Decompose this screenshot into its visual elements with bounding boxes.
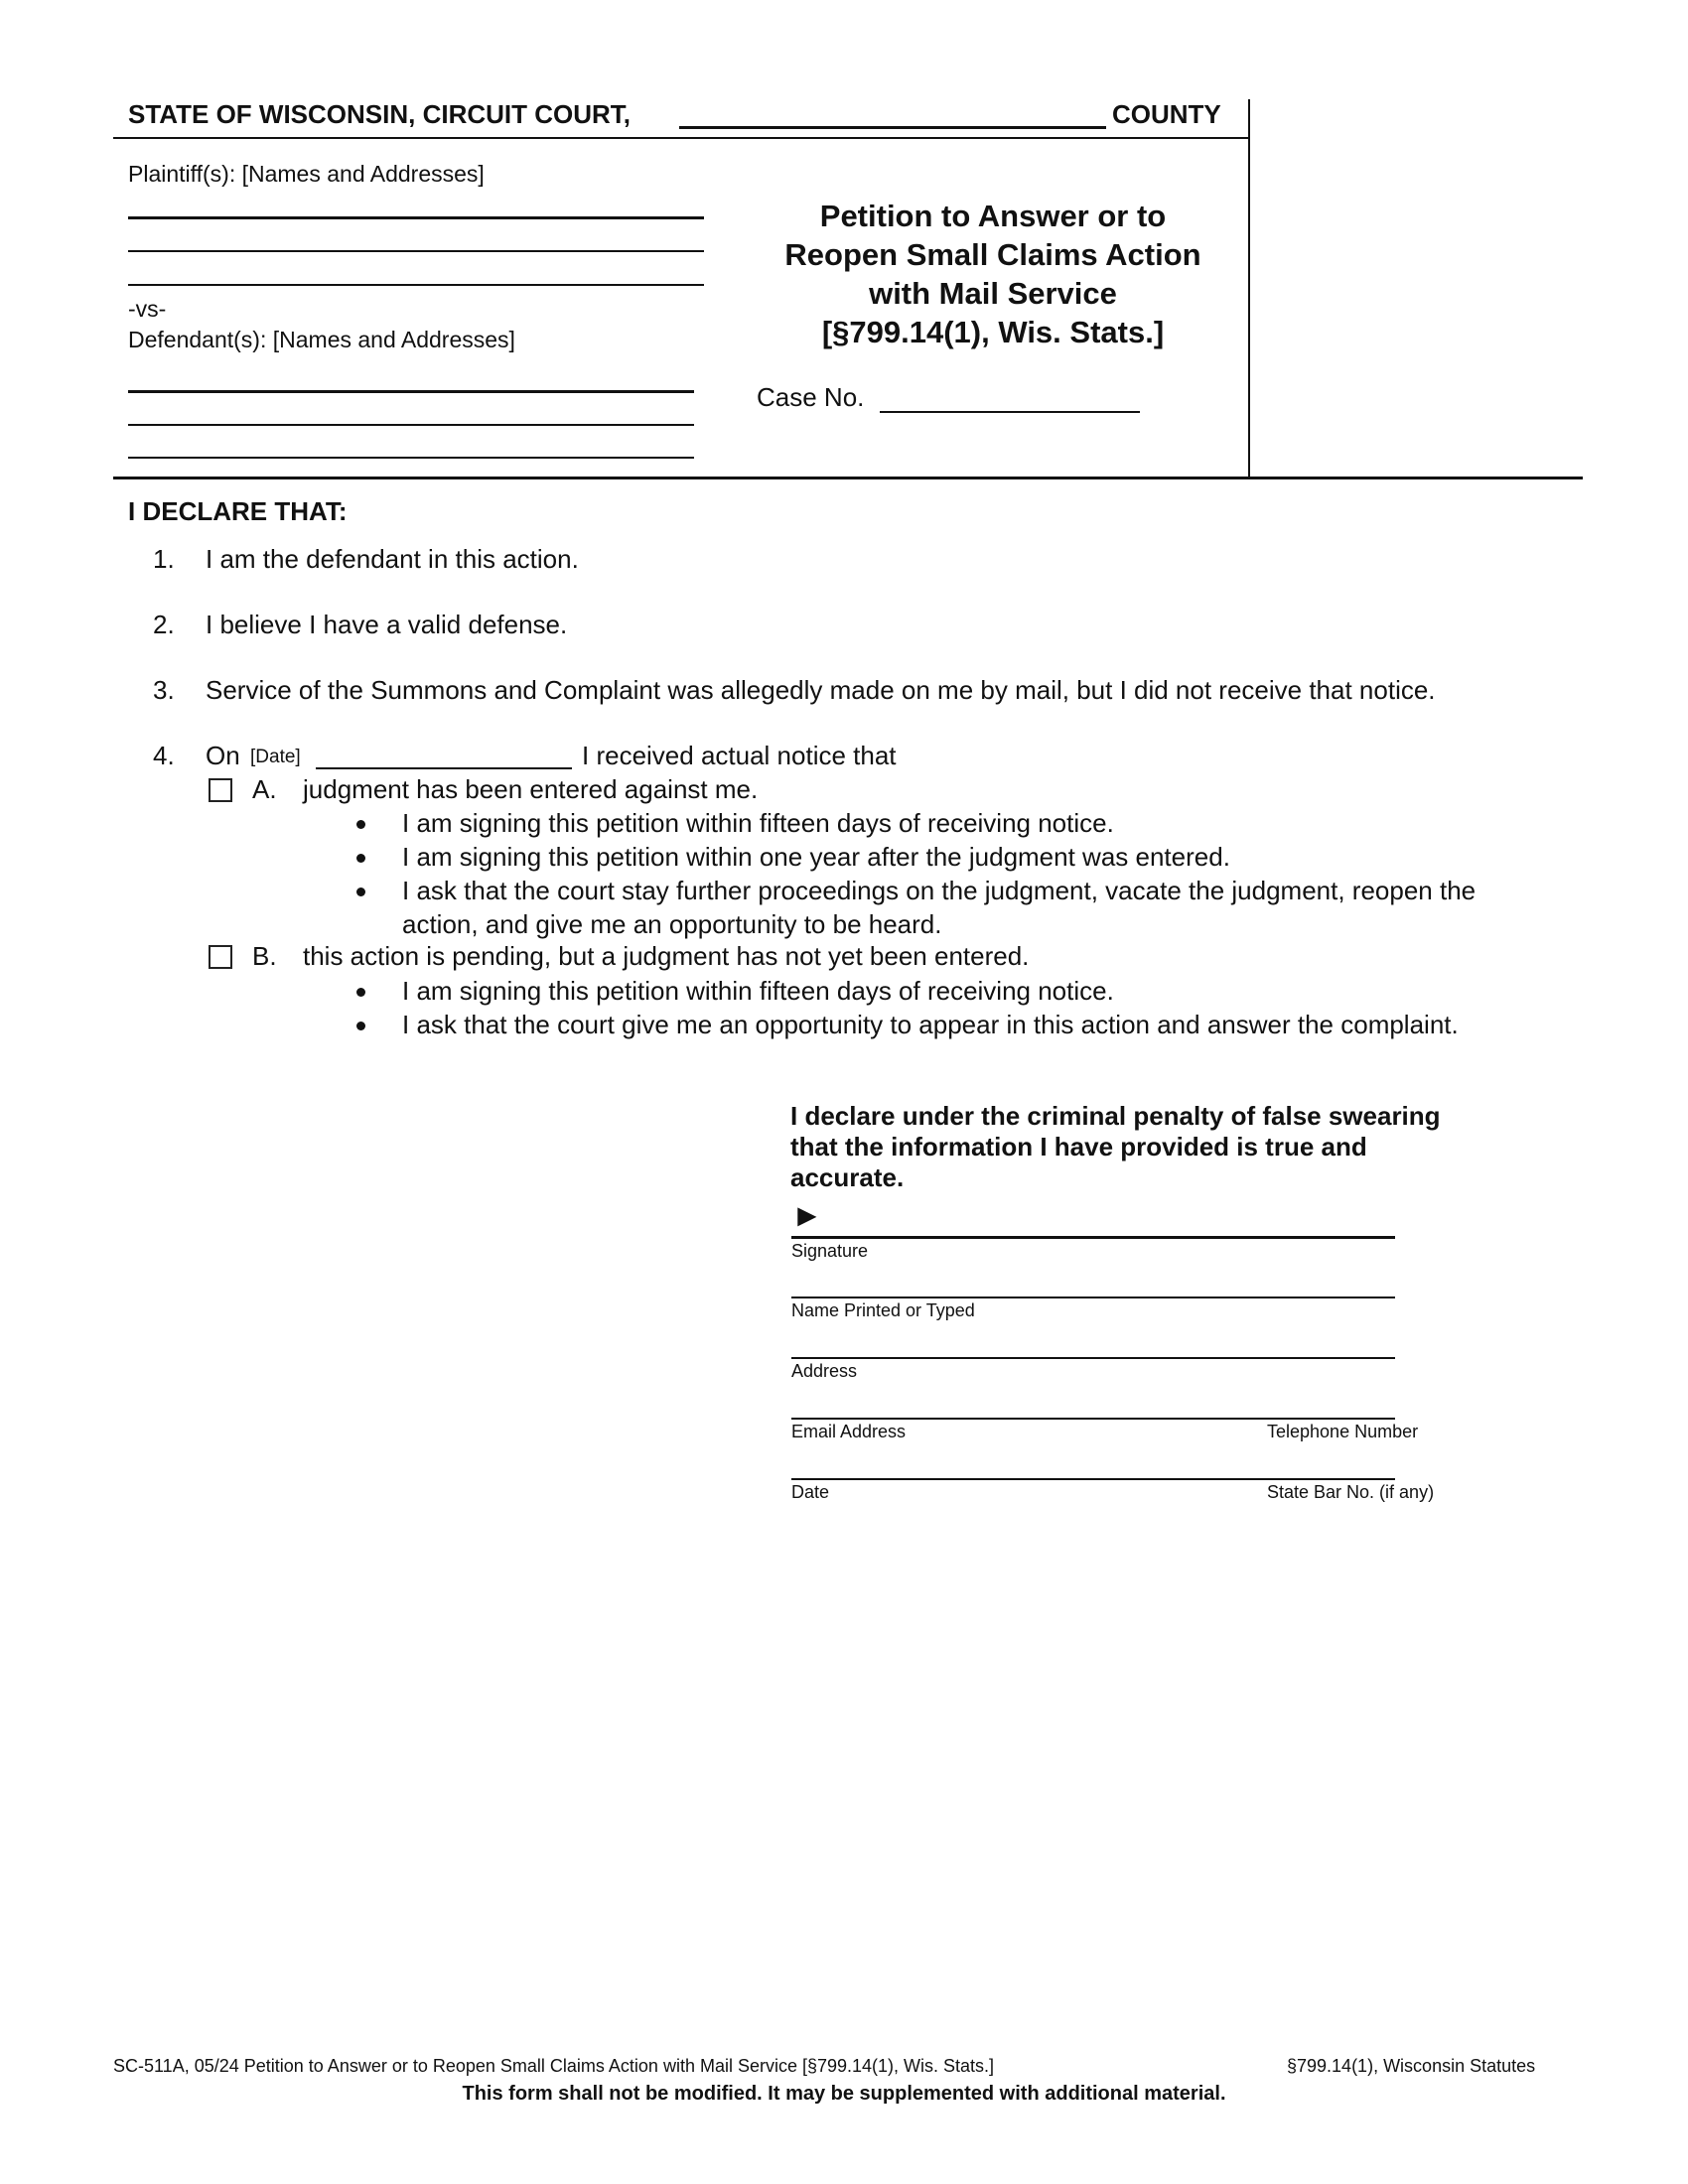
declaration-line-1: I declare under the criminal penalty of false swearing: [790, 1101, 1441, 1131]
bullet-b1: [356, 988, 365, 997]
item-4-number: 4.: [153, 741, 175, 770]
item-2-number: 2.: [153, 610, 175, 639]
title-line-1: Petition to Answer or to: [819, 199, 1167, 233]
case-no-label: Case No.: [757, 382, 865, 412]
defendants-label: Defendant(s): [Names and Addresses]: [128, 327, 515, 352]
item-3-number: 3.: [153, 675, 175, 705]
vs-label: -vs-: [128, 296, 167, 322]
defendant-line-2[interactable]: [128, 424, 694, 426]
plaintiff-line-2[interactable]: [128, 250, 704, 252]
address-label: Address: [791, 1361, 858, 1381]
item-1-text: I am the defendant in this action.: [206, 544, 579, 574]
bar-number-label: State Bar No. (if any): [1267, 1482, 1435, 1502]
option-b-letter: B.: [252, 941, 277, 971]
plaintiff-line-3[interactable]: [128, 284, 704, 286]
item-4-date-label: [Date]: [250, 747, 301, 767]
title-statute: [§799.14(1), Wis. Stats.]: [821, 315, 1165, 349]
title-line-3: with Mail Service: [869, 276, 1117, 311]
option-a-text: judgment has been entered against me.: [303, 774, 759, 804]
option-a-bullet-1: I am signing this petition within fifteen days of receiving notice.: [402, 808, 1114, 838]
bullet-a2: [356, 854, 365, 863]
caption-top-rule: [113, 137, 1249, 139]
option-b-text: this action is pending, but a judgment has not yet been entered.: [303, 941, 1030, 971]
option-a-bullet-3-cont: action, and give me an opportunity to be heard.: [402, 909, 942, 939]
declaration-line-2: that the information I have provided is true and: [790, 1132, 1367, 1161]
email-line[interactable]: [791, 1418, 1395, 1420]
footer-statute: §799.14(1), Wisconsin Statutes: [1287, 2056, 1536, 2076]
defendant-line-3[interactable]: [128, 457, 694, 459]
date-line[interactable]: [791, 1478, 1395, 1480]
declaration-statement: [790, 1101, 1441, 1193]
footer-notice: This form shall not be modified. It may be supplemented with additional material.: [462, 2083, 1226, 2105]
signature-arrow-icon: ►: [791, 1197, 823, 1233]
item-2-text: I believe I have a valid defense.: [206, 610, 568, 639]
option-b-checkbox[interactable]: [209, 945, 232, 969]
email-label: Email Address: [791, 1422, 907, 1441]
item-4-received: I received actual notice that: [582, 741, 897, 770]
bullet-a3: [356, 887, 365, 896]
court-heading: STATE OF WISCONSIN, CIRCUIT COURT,: [128, 99, 632, 129]
item-4-on: On: [206, 741, 240, 770]
option-b-bullet-2: I ask that the court give me an opportunity to appear in this action and answer the complaint.: [402, 1010, 1459, 1039]
address-line[interactable]: [791, 1357, 1395, 1359]
name-line[interactable]: [791, 1297, 1395, 1298]
title-line-2: Reopen Small Claims Action: [784, 237, 1201, 272]
plaintiff-line-1[interactable]: [128, 216, 704, 219]
county-blank-line[interactable]: [679, 126, 1106, 129]
item-1-number: 1.: [153, 544, 175, 574]
declare-heading: I DECLARE THAT:: [128, 496, 348, 526]
telephone-label: Telephone Number: [1267, 1422, 1419, 1441]
item-3-text: Service of the Summons and Complaint was allegedly made on me by mail, but I did not receive that notice.: [206, 675, 1436, 705]
option-a-bullet-2: I am signing this petition within one year after the judgment was entered.: [402, 842, 1230, 872]
declaration-line-3: accurate.: [790, 1162, 905, 1192]
case-no-blank[interactable]: [880, 411, 1140, 413]
option-b-bullet-1: I am signing this petition within fifteen days of receiving notice.: [402, 976, 1114, 1006]
option-a-checkbox[interactable]: [209, 778, 232, 802]
signature-label: Signature: [791, 1241, 869, 1261]
signature-line[interactable]: [791, 1236, 1395, 1239]
option-a-bullet-3: I ask that the court stay further proceedings on the judgment, vacate the judgment, reopen the: [402, 876, 1477, 905]
bullet-b2: [356, 1022, 365, 1030]
plaintiffs-label: Plaintiff(s): [Names and Addresses]: [128, 161, 485, 187]
option-a-letter: A.: [252, 774, 277, 804]
footer-form-id: SC-511A, 05/24 Petition to Answer or to Reopen Small Claims Action with Mail Service [§799.14(1), Wis. Stats.]: [113, 2056, 995, 2076]
form-title: [732, 197, 1254, 351]
defendant-line-1[interactable]: [128, 390, 694, 393]
item-4-date-blank[interactable]: [316, 767, 572, 769]
county-label: COUNTY: [1112, 99, 1221, 129]
date-label: Date: [791, 1482, 830, 1502]
bullet-a1: [356, 820, 365, 829]
name-label: Name Printed or Typed: [791, 1300, 975, 1320]
caption-bottom-rule: [113, 477, 1583, 479]
